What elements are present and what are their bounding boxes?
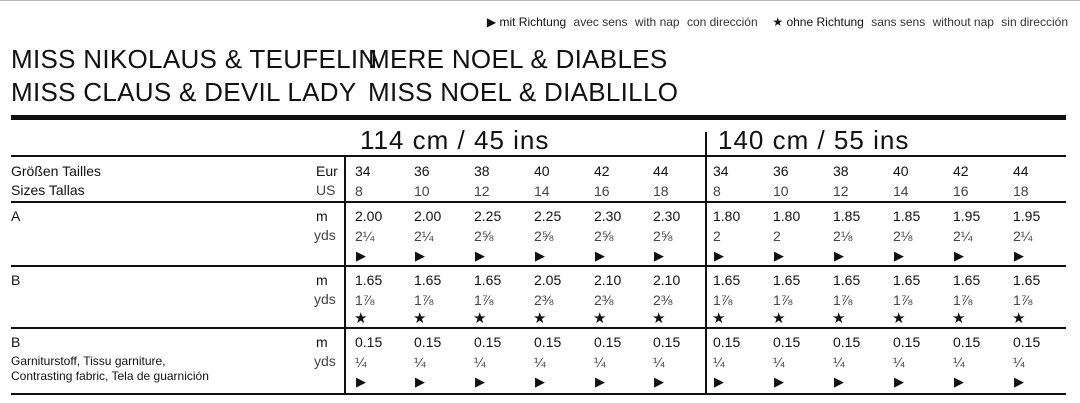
yards-value: ¼ (534, 354, 546, 370)
eur-size: 38 (833, 163, 849, 179)
meters-value: 0.15 (713, 334, 741, 350)
meters-value: 0.15 (594, 334, 622, 350)
yards-value: ¼ (474, 354, 486, 370)
eur-size: 40 (893, 163, 909, 179)
yards-value: ¼ (653, 354, 665, 370)
yards-value: 2⅜ (534, 292, 554, 308)
with-nap-icon: ▶ (714, 248, 724, 263)
eur-size: 44 (1013, 163, 1029, 179)
yards-value: 2¼ (1013, 228, 1033, 244)
us-size: 12 (833, 183, 849, 199)
yards-value: ¼ (414, 354, 426, 370)
yards-value: 1⅞ (355, 292, 375, 308)
us-size: 12 (474, 183, 490, 199)
with-nap-icon: ▶ (654, 248, 664, 263)
unit-meters: m (316, 272, 328, 288)
with-nap-icon: ▶ (356, 374, 366, 389)
without-nap-icon: ★ (652, 310, 666, 327)
us-size: 10 (414, 183, 430, 199)
view-label: B (11, 334, 21, 350)
with-nap-icon: ▶ (486, 15, 497, 29)
meters-value: 1.65 (414, 272, 442, 288)
yards-value: 2⅜ (594, 292, 614, 308)
meters-value: 1.65 (713, 272, 741, 288)
meters-value: 1.65 (474, 272, 502, 288)
fabric-width-114: 114 cm / 45 ins (360, 125, 550, 155)
meters-value: 1.65 (833, 272, 861, 288)
without-nap-icon: ★ (832, 310, 846, 327)
unit-yards: yds (314, 291, 336, 307)
yards-value: 2 (713, 228, 721, 244)
us-size: 18 (653, 183, 669, 199)
sizes-label-1: Größen Tailles (11, 163, 102, 179)
with-nap-icon: ▶ (595, 374, 605, 389)
meters-value: 1.95 (1013, 208, 1041, 224)
unit-yards: yds (314, 227, 336, 243)
meters-value: 2.30 (594, 208, 622, 224)
us-size: 16 (594, 183, 610, 199)
title-line-2 (11, 77, 357, 108)
yards-value: ¼ (833, 354, 845, 370)
us-size: 14 (893, 183, 909, 199)
us-size: 8 (713, 183, 721, 199)
with-nap-icon: ▶ (1014, 248, 1024, 263)
meters-value: 1.85 (893, 208, 921, 224)
yards-value: 1⅞ (833, 292, 853, 308)
meters-value: 1.65 (355, 272, 383, 288)
eur-size: 34 (713, 163, 729, 179)
title-fr: MERE NOEL & DIABLES (368, 44, 668, 74)
yards-value: ¼ (773, 354, 785, 370)
yards-value: 1⅞ (713, 292, 733, 308)
with-nap-icon: ▶ (654, 374, 664, 389)
with-nap-icon: ▶ (894, 374, 904, 389)
us-size: 18 (1013, 183, 1029, 199)
unit-meters: m (316, 208, 328, 224)
yards-value: ¼ (713, 354, 725, 370)
header-rule (11, 115, 1066, 120)
meters-value: 0.15 (773, 334, 801, 350)
meters-value: 1.85 (833, 208, 861, 224)
yards-value: 2⅛ (893, 228, 913, 244)
yards-value: 2⅝ (534, 228, 554, 244)
meters-value: 1.65 (893, 272, 921, 288)
meters-value: 0.15 (653, 334, 681, 350)
contrast-note-2: Contrasting fabric, Tela de guarnición (11, 369, 209, 383)
meters-value: 1.65 (1013, 272, 1041, 288)
yards-value: 2⅛ (833, 228, 853, 244)
yards-value: ¼ (953, 354, 965, 370)
eur-size: 34 (355, 163, 371, 179)
eur-size: 42 (953, 163, 969, 179)
meters-value: 2.10 (594, 272, 622, 288)
without-nap-icon: ★ (473, 310, 487, 327)
us-size: 10 (773, 183, 789, 199)
yards-value: 1⅞ (773, 292, 793, 308)
table-rule (11, 265, 1066, 267)
meters-value: 1.95 (953, 208, 981, 224)
with-nap-icon: ▶ (535, 248, 545, 263)
table-rule (11, 201, 1066, 203)
meters-value: 0.15 (355, 334, 383, 350)
without-nap-icon: ★ (772, 15, 784, 29)
with-nap-icon: ▶ (595, 248, 605, 263)
with-nap-icon: ▶ (834, 374, 844, 389)
eur-size: 38 (474, 163, 490, 179)
eur-size: 36 (414, 163, 430, 179)
table-rule (11, 327, 1066, 329)
sizes-label-2: Sizes Tallas (11, 182, 85, 198)
meters-value: 2.05 (534, 272, 562, 288)
without-nap-icon: ★ (1012, 310, 1026, 327)
nap-legend (487, 15, 1068, 29)
with-nap-icon: ▶ (894, 248, 904, 263)
meters-value: 2.30 (653, 208, 681, 224)
meters-value: 0.15 (474, 334, 502, 350)
yards-value: 2 (773, 228, 781, 244)
yards-value: 1⅞ (474, 292, 494, 308)
yards-value: 2⅜ (653, 292, 673, 308)
column-divider-widths (705, 132, 707, 393)
without-nap-icon: ★ (533, 310, 547, 327)
with-nap-es: con dirección (686, 15, 758, 29)
title-es: MISS NOEL & DIABLILLO (368, 77, 679, 107)
without-nap-icon: ★ (772, 310, 786, 327)
us-size: 16 (953, 183, 969, 199)
with-nap-icon: ▶ (475, 374, 485, 389)
with-nap-icon: ▶ (774, 374, 784, 389)
without-nap-icon: ★ (354, 310, 368, 327)
without-nap-icon: ★ (593, 310, 607, 327)
yards-value: 2¼ (953, 228, 973, 244)
yards-value: 2⅝ (594, 228, 614, 244)
yards-value: ¼ (893, 354, 905, 370)
meters-value: 0.15 (1013, 334, 1041, 350)
meters-value: 0.15 (953, 334, 981, 350)
meters-value: 1.65 (773, 272, 801, 288)
with-nap-icon: ▶ (954, 248, 964, 263)
yards-value: ¼ (594, 354, 606, 370)
yards-value: 1⅞ (953, 292, 973, 308)
view-label: A (11, 208, 21, 224)
meters-value: 1.65 (953, 272, 981, 288)
meters-value: 1.80 (773, 208, 801, 224)
top-border (0, 0, 1080, 1)
meters-value: 2.00 (414, 208, 442, 224)
without-nap-fr: sans sens (871, 15, 926, 29)
with-nap-icon: ▶ (415, 248, 425, 263)
eur-size: 36 (773, 163, 789, 179)
column-divider-labels (344, 157, 346, 393)
yards-value: 1⅞ (893, 292, 913, 308)
meters-value: 2.25 (534, 208, 562, 224)
with-nap-icon: ▶ (1014, 374, 1024, 389)
title-en: MISS CLAUS & DEVIL LADY (11, 77, 357, 107)
eur-size: 44 (653, 163, 669, 179)
us-label: US (316, 182, 336, 198)
with-nap-icon: ▶ (774, 248, 784, 263)
with-nap-fr: avec sens (573, 15, 628, 29)
unit-meters: m (316, 334, 328, 350)
meters-value: 0.15 (534, 334, 562, 350)
with-nap-de: mit Richtung (499, 15, 567, 29)
yards-value: 1⅞ (1013, 292, 1033, 308)
table-rule (11, 155, 1066, 157)
title-de: MISS NIKOLAUS & TEUFELIN (11, 44, 378, 74)
yards-value: 2¼ (414, 228, 434, 244)
meters-value: 2.10 (653, 272, 681, 288)
yards-value: 1⅞ (414, 292, 434, 308)
with-nap-icon: ▶ (954, 374, 964, 389)
yards-value: 2⅝ (474, 228, 494, 244)
with-nap-icon: ▶ (356, 248, 366, 263)
without-nap-de: ohne Richtung (786, 15, 864, 29)
unit-yards: yds (314, 353, 336, 369)
us-size: 8 (355, 183, 363, 199)
with-nap-icon: ▶ (475, 248, 485, 263)
eur-size: 40 (534, 163, 550, 179)
eur-label: Eur (316, 163, 338, 179)
without-nap-icon: ★ (413, 310, 427, 327)
with-nap-icon: ▶ (714, 374, 724, 389)
with-nap-icon: ▶ (535, 374, 545, 389)
without-nap-icon: ★ (952, 310, 966, 327)
title-line-1 (11, 44, 377, 75)
meters-value: 0.15 (893, 334, 921, 350)
yards-value: 2⅝ (653, 228, 673, 244)
yards-value: 2¼ (355, 228, 375, 244)
with-nap-icon: ▶ (834, 248, 844, 263)
eur-size: 42 (594, 163, 610, 179)
contrast-note-1: Garniturstoff, Tissu garniture, (11, 354, 166, 368)
fabric-width-140: 140 cm / 55 ins (718, 125, 910, 155)
us-size: 14 (534, 183, 550, 199)
meters-value: 0.15 (833, 334, 861, 350)
meters-value: 1.80 (713, 208, 741, 224)
without-nap-en: without nap (932, 15, 994, 29)
without-nap-icon: ★ (892, 310, 906, 327)
meters-value: 0.15 (414, 334, 442, 350)
view-label: B (11, 272, 21, 288)
yards-value: ¼ (355, 354, 367, 370)
without-nap-icon: ★ (712, 310, 726, 327)
table-rule (11, 393, 1066, 395)
without-nap-es: sin dirección (1001, 15, 1068, 29)
meters-value: 2.00 (355, 208, 383, 224)
with-nap-en: with nap (634, 15, 680, 29)
with-nap-icon: ▶ (415, 374, 425, 389)
yards-value: ¼ (1013, 354, 1025, 370)
meters-value: 2.25 (474, 208, 502, 224)
